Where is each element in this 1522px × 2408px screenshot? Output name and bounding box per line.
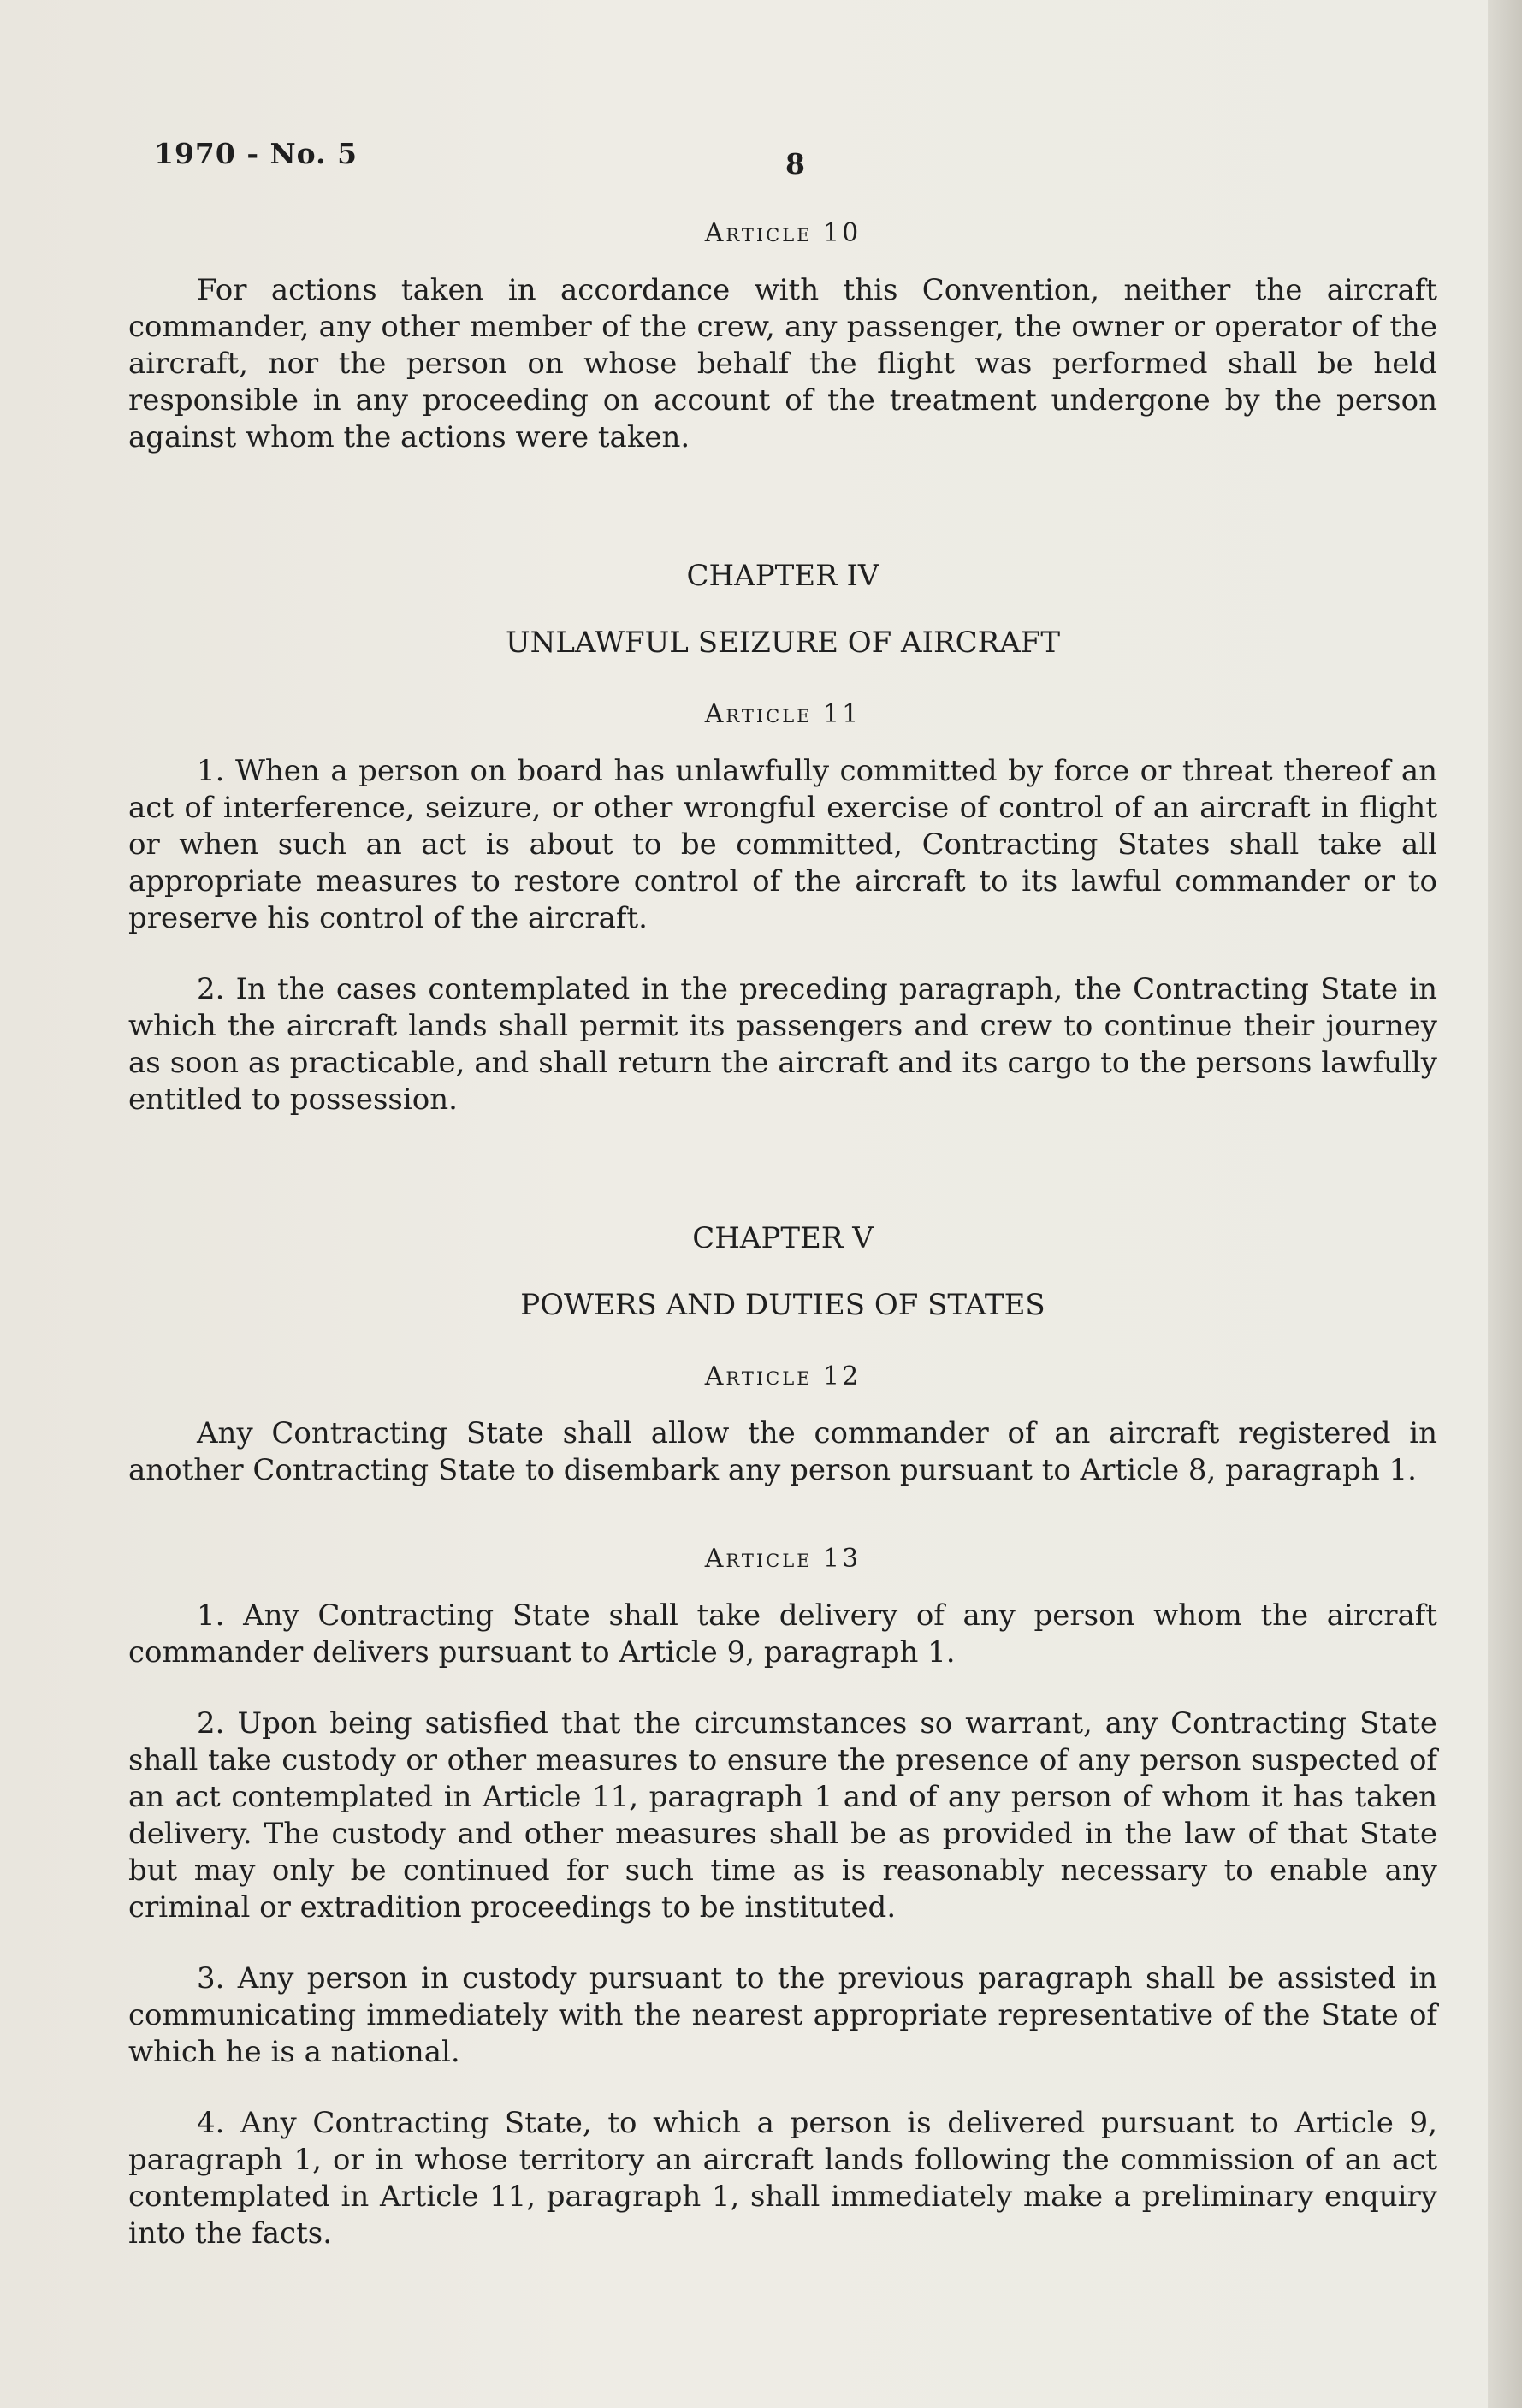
article-11-para-2: 2. In the cases contemplated in the preceding paragraph, the Contracting State in which the aircraft lands shall permit its passengers and crew to continue their journey as soon as practicable, and shall return the aircraft and its cargo to the persons lawfully entitled to possession. [128, 972, 1437, 1117]
page-body [128, 218, 1437, 2286]
article-13-para-1: 1. Any Contracting State shall take delivery of any person whom the aircraft commander delivers pursuant to Article 9, paragraph 1. [128, 1598, 1437, 1670]
article-11-heading: Article 11 [704, 699, 862, 729]
page-header [154, 137, 1368, 180]
chapter-4-label: CHAPTER IV [686, 559, 879, 593]
page-edge [1488, 0, 1522, 2408]
article-13-para-4: 4. Any Contracting State, to which a person is delivered pursuant to Article 9, paragraph 1, or in whose territory an aircraft lands following the commission of an act contemplated in Article 11, paragraph 1, shall immediately make a preliminary enquiry into the facts. [128, 2106, 1437, 2251]
article-12-text: Any Contracting State shall allow the commander of an aircraft registered in another Contracting State to disembark any person pursuant to Article 8, paragraph 1. [128, 1416, 1437, 1487]
article-11-para-1: 1. When a person on board has unlawfully committed by force or threat thereof an act of interference, seizure, or other wrongful exercise of control of an aircraft in flight or when such an act is about to be committed, Contracting States shall take all appropriate measures to restore control of the aircraft to its lawful commander or to preserve his control of the aircraft. [128, 754, 1437, 935]
article-13-para-3: 3. Any person in custody pursuant to the previous paragraph shall be assisted in communicating immediately with the nearest appropriate representative of the State of which he is a national. [128, 1961, 1437, 2069]
article-10-heading: Article 10 [704, 218, 862, 248]
article-13-para-2: 2. Upon being satisfied that the circumstances so warrant, any Contracting State shall take custody or other measures to ensure the presence of any person suspected of an act contemplated in Article 11, paragraph 1 and of any person of whom it has taken delivery. The custody and other measures shall be as provided in the law of that State but may only be continued for such time as is reasonably necessary to enable any criminal or extradition proceedings to be instituted. [128, 1706, 1437, 1925]
running-head: 1970 - No. 5 [154, 137, 358, 170]
page-number: 8 [785, 147, 805, 181]
article-13-heading: Article 13 [704, 1544, 862, 1574]
chapter-5-label: CHAPTER V [692, 1221, 874, 1255]
article-12-heading: Article 12 [704, 1361, 862, 1391]
chapter-4-title: UNLAWFUL SEIZURE OF AIRCRAFT [505, 626, 1061, 660]
article-10-text: For actions taken in accordance with this Convention, neither the aircraft commander, any other member of the crew, any passenger, the owner or operator of the aircraft, nor the person on whose behalf the flight was performed shall be held responsible in any proceeding on account of the treatment undergone by the person against whom the actions were taken. [128, 273, 1437, 454]
chapter-5-title: POWERS AND DUTIES OF STATES [520, 1288, 1045, 1322]
